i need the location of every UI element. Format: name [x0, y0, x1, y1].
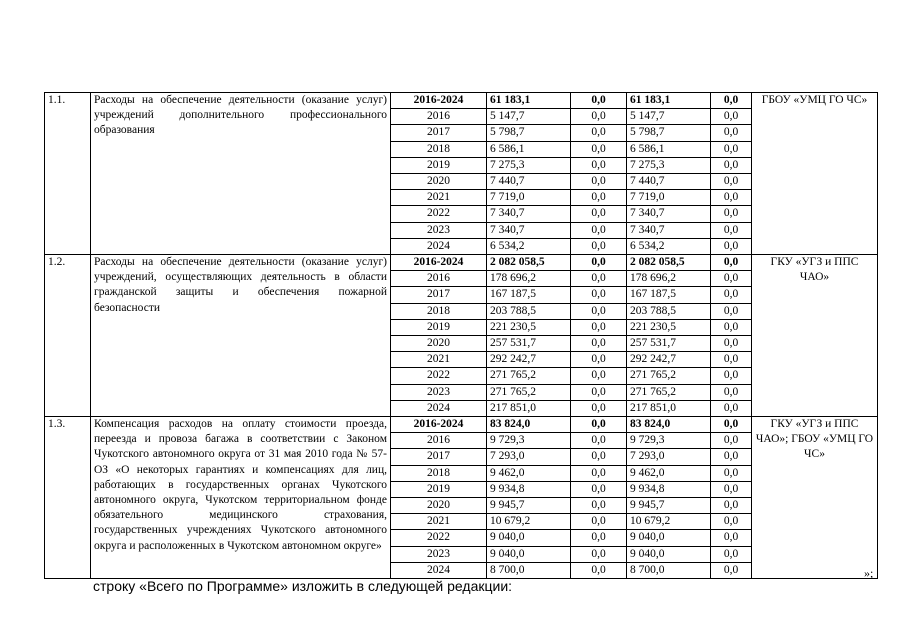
- regional-amount-cell: 271 765,2: [627, 384, 711, 400]
- section-total-row: [45, 93, 878, 109]
- total-amount-cell: 167 187,5: [487, 287, 571, 303]
- other-amount-cell: 0,0: [711, 303, 752, 319]
- year-cell: 2019: [391, 481, 487, 497]
- regional-amount-cell: 7 340,7: [627, 222, 711, 238]
- regional-amount-cell: 8 700,0: [627, 562, 711, 578]
- year-cell: 2023: [391, 546, 487, 562]
- regional-amount-cell: 203 788,5: [627, 303, 711, 319]
- section-description: Компенсация расходов на оплату стоимости проезда, переезда и провоза багажа в соответствии с Законом Чукотского автономного округа от 31 мая 2010 года № 57-ОЗ «О некоторых гарантиях и компенсациях для лиц, работающих в государственных органах Чукотского автономного округа, Чукотском территориальном фонде обязательного медицинского страхования, государственных учреждениях Чукотского автономного округа и расположенных в Чукотском автономном округе»: [91, 417, 391, 579]
- year-cell: 2019: [391, 157, 487, 173]
- federal-amount-cell: 0,0: [571, 109, 627, 125]
- other-amount-cell: 0,0: [711, 530, 752, 546]
- other-amount-cell: 0,0: [711, 465, 752, 481]
- total-amount-cell: 7 340,7: [487, 222, 571, 238]
- section-description: Расходы на обеспечение деятельности (оказание услуг) учреждений дополнительного профессионального образования: [91, 93, 391, 255]
- section-description: Расходы на обеспечение деятельности (оказание услуг) учреждений, осуществляющих деятельность в области гражданской защиты и обеспечения пожарной безопасности: [91, 255, 391, 417]
- regional-amount-cell: 9 462,0: [627, 465, 711, 481]
- year-cell: 2020: [391, 336, 487, 352]
- other-amount-cell: 0,0: [711, 174, 752, 190]
- total-amount-cell: 7 440,7: [487, 174, 571, 190]
- other-amount-cell: 0,0: [711, 109, 752, 125]
- year-cell: 2020: [391, 498, 487, 514]
- federal-amount-cell: 0,0: [571, 93, 627, 109]
- total-amount-cell: 83 824,0: [487, 417, 571, 433]
- federal-amount-cell: 0,0: [571, 174, 627, 190]
- regional-amount-cell: 9 945,7: [627, 498, 711, 514]
- federal-amount-cell: 0,0: [571, 303, 627, 319]
- other-amount-cell: 0,0: [711, 271, 752, 287]
- other-amount-cell: 0,0: [711, 141, 752, 157]
- regional-amount-cell: 217 851,0: [627, 400, 711, 416]
- federal-amount-cell: 0,0: [571, 481, 627, 497]
- year-cell: 2017: [391, 125, 487, 141]
- other-amount-cell: 0,0: [711, 222, 752, 238]
- total-amount-cell: 257 531,7: [487, 336, 571, 352]
- year-cell: 2024: [391, 562, 487, 578]
- federal-amount-cell: 0,0: [571, 368, 627, 384]
- total-amount-cell: 271 765,2: [487, 368, 571, 384]
- federal-amount-cell: 0,0: [571, 417, 627, 433]
- regional-amount-cell: 2 082 058,5: [627, 255, 711, 271]
- federal-amount-cell: 0,0: [571, 514, 627, 530]
- regional-amount-cell: 6 534,2: [627, 238, 711, 254]
- other-amount-cell: 0,0: [711, 400, 752, 416]
- federal-amount-cell: 0,0: [571, 319, 627, 335]
- year-cell: 2022: [391, 530, 487, 546]
- other-amount-cell: 0,0: [711, 190, 752, 206]
- other-amount-cell: 0,0: [711, 514, 752, 530]
- year-cell: 2022: [391, 368, 487, 384]
- other-amount-cell: 0,0: [711, 384, 752, 400]
- other-amount-cell: 0,0: [711, 433, 752, 449]
- total-amount-cell: 217 851,0: [487, 400, 571, 416]
- year-cell: 2018: [391, 303, 487, 319]
- federal-amount-cell: 0,0: [571, 238, 627, 254]
- federal-amount-cell: 0,0: [571, 384, 627, 400]
- year-cell: 2023: [391, 222, 487, 238]
- regional-amount-cell: 83 824,0: [627, 417, 711, 433]
- closing-quote: »;: [864, 566, 874, 580]
- section-executor: ГКУ «УГЗ и ППС ЧАО»: [752, 255, 878, 417]
- federal-amount-cell: 0,0: [571, 546, 627, 562]
- table-body: [45, 93, 878, 579]
- total-amount-cell: 6 586,1: [487, 141, 571, 157]
- other-amount-cell: 0,0: [711, 287, 752, 303]
- section-number: 1.2.: [45, 255, 91, 417]
- total-amount-cell: 6 534,2: [487, 238, 571, 254]
- section-executor: ГКУ «УГЗ и ППС ЧАО»; ГБОУ «УМЦ ГО ЧС»: [752, 417, 878, 579]
- federal-amount-cell: 0,0: [571, 287, 627, 303]
- other-amount-cell: 0,0: [711, 336, 752, 352]
- section-number: 1.3.: [45, 417, 91, 579]
- regional-amount-cell: 10 679,2: [627, 514, 711, 530]
- other-amount-cell: 0,0: [711, 206, 752, 222]
- federal-amount-cell: 0,0: [571, 255, 627, 271]
- other-amount-cell: 0,0: [711, 93, 752, 109]
- total-amount-cell: 5 147,7: [487, 109, 571, 125]
- regional-amount-cell: 167 187,5: [627, 287, 711, 303]
- year-cell: 2019: [391, 319, 487, 335]
- federal-amount-cell: 0,0: [571, 222, 627, 238]
- budget-table: [44, 92, 878, 579]
- regional-amount-cell: 7 293,0: [627, 449, 711, 465]
- federal-amount-cell: 0,0: [571, 190, 627, 206]
- year-cell: 2017: [391, 449, 487, 465]
- year-cell: 2021: [391, 352, 487, 368]
- federal-amount-cell: 0,0: [571, 336, 627, 352]
- year-cell: 2020: [391, 174, 487, 190]
- other-amount-cell: 0,0: [711, 125, 752, 141]
- year-cell: 2024: [391, 400, 487, 416]
- regional-amount-cell: 9 040,0: [627, 530, 711, 546]
- total-amount-cell: 7 340,7: [487, 206, 571, 222]
- total-amount-cell: 9 040,0: [487, 530, 571, 546]
- federal-amount-cell: 0,0: [571, 433, 627, 449]
- federal-amount-cell: 0,0: [571, 465, 627, 481]
- year-cell: 2021: [391, 190, 487, 206]
- total-amount-cell: 178 696,2: [487, 271, 571, 287]
- regional-amount-cell: 9 040,0: [627, 546, 711, 562]
- year-cell: 2021: [391, 514, 487, 530]
- year-cell: 2016-2024: [391, 93, 487, 109]
- other-amount-cell: 0,0: [711, 238, 752, 254]
- other-amount-cell: 0,0: [711, 562, 752, 578]
- federal-amount-cell: 0,0: [571, 271, 627, 287]
- year-cell: 2016-2024: [391, 417, 487, 433]
- federal-amount-cell: 0,0: [571, 449, 627, 465]
- total-amount-cell: 7 293,0: [487, 449, 571, 465]
- other-amount-cell: 0,0: [711, 481, 752, 497]
- federal-amount-cell: 0,0: [571, 400, 627, 416]
- total-amount-cell: 9 462,0: [487, 465, 571, 481]
- regional-amount-cell: 7 340,7: [627, 206, 711, 222]
- federal-amount-cell: 0,0: [571, 125, 627, 141]
- year-cell: 2018: [391, 465, 487, 481]
- year-cell: 2017: [391, 287, 487, 303]
- total-amount-cell: 271 765,2: [487, 384, 571, 400]
- other-amount-cell: 0,0: [711, 157, 752, 173]
- total-amount-cell: 2 082 058,5: [487, 255, 571, 271]
- total-amount-cell: 8 700,0: [487, 562, 571, 578]
- federal-amount-cell: 0,0: [571, 530, 627, 546]
- regional-amount-cell: 271 765,2: [627, 368, 711, 384]
- federal-amount-cell: 0,0: [571, 352, 627, 368]
- other-amount-cell: 0,0: [711, 449, 752, 465]
- other-amount-cell: 0,0: [711, 498, 752, 514]
- total-amount-cell: 7 275,3: [487, 157, 571, 173]
- section-number: 1.1.: [45, 93, 91, 255]
- other-amount-cell: 0,0: [711, 255, 752, 271]
- total-amount-cell: 10 679,2: [487, 514, 571, 530]
- regional-amount-cell: 7 719,0: [627, 190, 711, 206]
- other-amount-cell: 0,0: [711, 546, 752, 562]
- federal-amount-cell: 0,0: [571, 206, 627, 222]
- section-total-row: [45, 417, 878, 433]
- footer-text: строку «Всего по Программе» изложить в следующей редакции:: [93, 578, 513, 594]
- regional-amount-cell: 178 696,2: [627, 271, 711, 287]
- other-amount-cell: 0,0: [711, 319, 752, 335]
- year-cell: 2024: [391, 238, 487, 254]
- other-amount-cell: 0,0: [711, 417, 752, 433]
- total-amount-cell: 9 040,0: [487, 546, 571, 562]
- total-amount-cell: 9 729,3: [487, 433, 571, 449]
- regional-amount-cell: 6 586,1: [627, 141, 711, 157]
- federal-amount-cell: 0,0: [571, 157, 627, 173]
- federal-amount-cell: 0,0: [571, 141, 627, 157]
- regional-amount-cell: 5 147,7: [627, 109, 711, 125]
- regional-amount-cell: 221 230,5: [627, 319, 711, 335]
- federal-amount-cell: 0,0: [571, 562, 627, 578]
- regional-amount-cell: 5 798,7: [627, 125, 711, 141]
- year-cell: 2016: [391, 271, 487, 287]
- year-cell: 2016-2024: [391, 255, 487, 271]
- total-amount-cell: 61 183,1: [487, 93, 571, 109]
- year-cell: 2016: [391, 109, 487, 125]
- year-cell: 2018: [391, 141, 487, 157]
- regional-amount-cell: 292 242,7: [627, 352, 711, 368]
- regional-amount-cell: 7 440,7: [627, 174, 711, 190]
- year-cell: 2022: [391, 206, 487, 222]
- other-amount-cell: 0,0: [711, 368, 752, 384]
- total-amount-cell: 9 945,7: [487, 498, 571, 514]
- section-total-row: [45, 255, 878, 271]
- total-amount-cell: 5 798,7: [487, 125, 571, 141]
- year-cell: 2016: [391, 433, 487, 449]
- regional-amount-cell: 257 531,7: [627, 336, 711, 352]
- other-amount-cell: 0,0: [711, 352, 752, 368]
- total-amount-cell: 7 719,0: [487, 190, 571, 206]
- total-amount-cell: 292 242,7: [487, 352, 571, 368]
- federal-amount-cell: 0,0: [571, 498, 627, 514]
- regional-amount-cell: 7 275,3: [627, 157, 711, 173]
- total-amount-cell: 221 230,5: [487, 319, 571, 335]
- total-amount-cell: 203 788,5: [487, 303, 571, 319]
- total-amount-cell: 9 934,8: [487, 481, 571, 497]
- regional-amount-cell: 9 934,8: [627, 481, 711, 497]
- year-cell: 2023: [391, 384, 487, 400]
- regional-amount-cell: 9 729,3: [627, 433, 711, 449]
- section-executor: ГБОУ «УМЦ ГО ЧС»: [752, 93, 878, 255]
- regional-amount-cell: 61 183,1: [627, 93, 711, 109]
